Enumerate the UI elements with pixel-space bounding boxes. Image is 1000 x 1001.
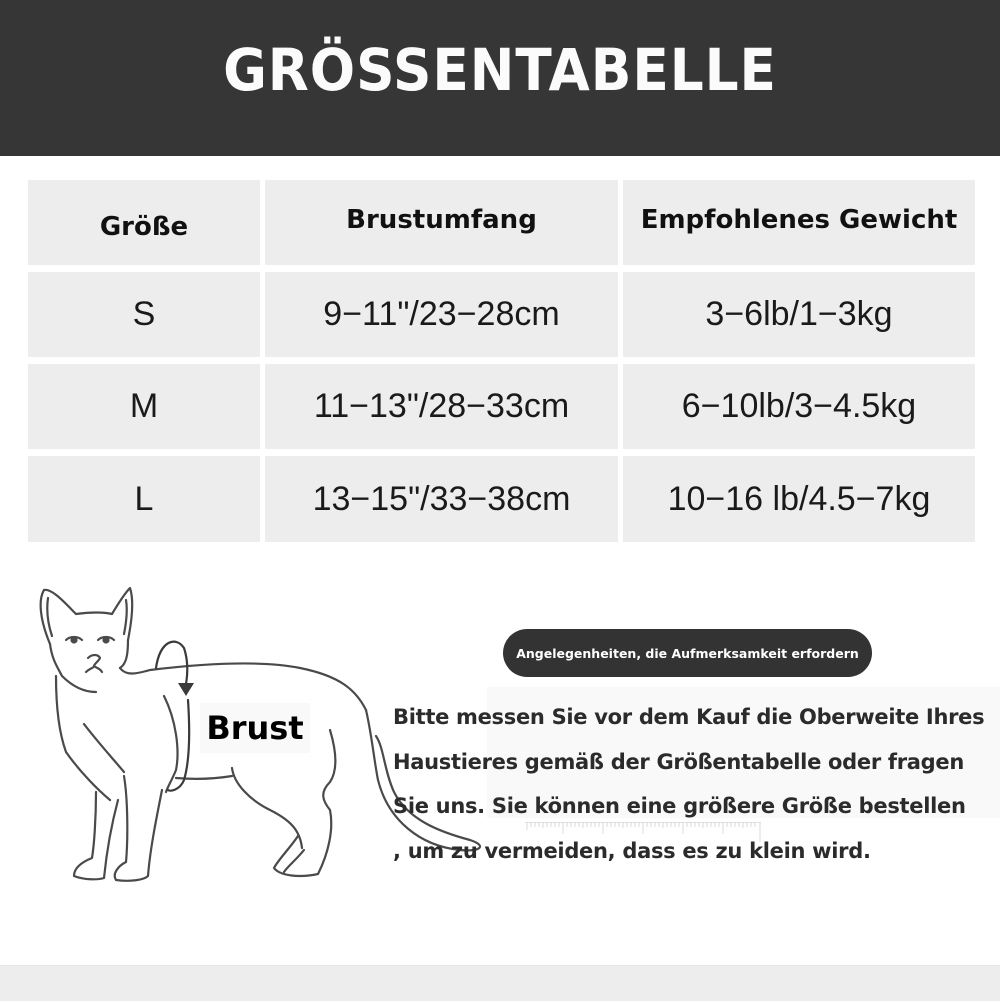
notice-badge: Angelegenheiten, die Aufmerksamkeit erfordern [503,629,872,677]
footer-band [0,965,1000,1001]
table-cell-size: M [28,364,260,449]
notice-line: Haustieres gemäß der Größentabelle oder fragen [393,750,964,774]
table-cell-chest: 11−13"/28−33cm [265,364,618,449]
notice-line: , um zu vermeiden, dass es zu klein wird. [393,839,871,863]
page-title: GRÖSSENTABELLE [223,36,777,104]
table-cell-chest: 13−15"/33−38cm [265,456,618,542]
table-cell-weight: 6−10lb/3−4.5kg [623,364,975,449]
column-header-size: Größe [28,180,260,265]
table-cell-chest: 9−11"/23−28cm [265,272,618,357]
table-cell-weight: 10−16 lb/4.5−7kg [623,456,975,542]
table-cell-weight: 3−6lb/1−3kg [623,272,975,357]
table-cell-size: L [28,456,260,542]
table-cell-size: S [28,272,260,357]
header-banner [0,0,1000,156]
column-header-weight: Empfohlenes Gewicht [623,180,975,265]
notice-line: Bitte messen Sie vor dem Kauf die Oberweite Ihres [393,705,985,729]
chest-label: Brust [200,703,310,753]
column-header-chest: Brustumfang [265,180,618,265]
notice-line: Sie uns. Sie können eine größere Größe bestellen [393,794,966,818]
